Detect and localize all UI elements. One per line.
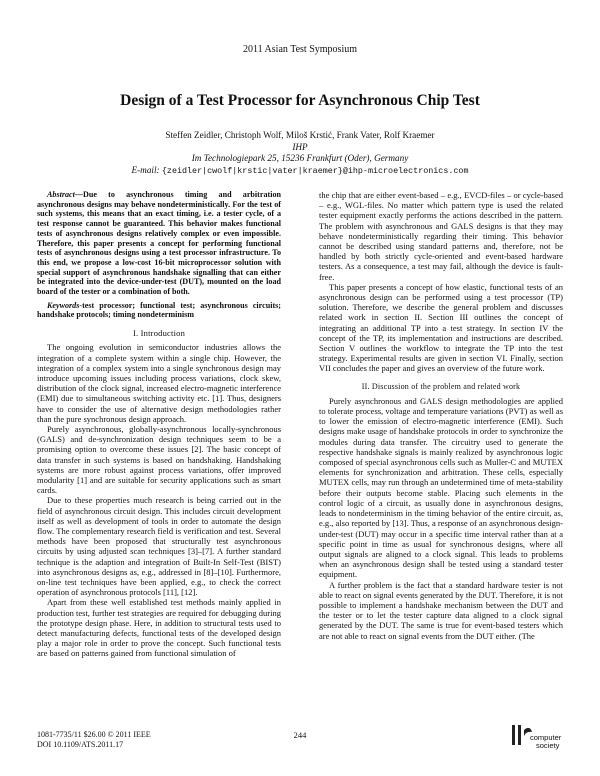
email-address[interactable]: {zeidler|cwolf|krstic|vater|kraemer}@ihp-microelectronics.com <box>161 165 469 176</box>
logo-line-society: society <box>536 741 560 750</box>
section-heading-discussion: II. Discussion of the problem and related work <box>361 381 521 391</box>
left-column <box>37 190 281 659</box>
abstract-text: Due to asynchronous timing and arbitration asynchronous designs may behave nondeterministically. For the test of such systems, this means that an exact timing, i.e. a tester cycle, of a test response cannot be guaranteed. This behavior makes functional tests of asynchronous designs relatively complex or even impossible. Therefore, this paper presents a concept for performing functional tests of asynchronous designs using a test processor infrastructure. To this end, we propose a low-cost 16-bit microprocessor solution with special support of asynchronous handshake signalling that can either be integrated into the device-under-test (DUT), mounted on the load board of the tester or a combination of both. <box>37 190 281 297</box>
paragraph: A further problem is the fact that a standard hardware tester is not able to react on signal events generated by the DUT. Therefore, it is not possible to implement a handshake mechanism between the DUT and the tester or to let the tester capture data aligned to a clock signal generated by the DUT. The same is true for event-based testers which are not able to react on signal events from the DUT either. (The <box>319 579 563 641</box>
abstract-lead: Abstract— <box>47 190 83 199</box>
paper-title: Design of a Test Processor for Asynchronous Chip Test <box>120 92 480 109</box>
email-label: E-mail: <box>131 164 160 175</box>
paragraph: the chip that are either event-based – e.g., EVCD-files – or cycle-based – e.g., WGL-files. No matter which pattern type is used the related tester equipment exactly performs the actions described in the pattern. The problem with asynchronous and GALS designs is that they may behave nondeterministically regarding their timing. This behavior cannot be described using standard patterns and, therefore, not be handled by both strictly cycle-oriented and event-based hardware testers. As a consequence, a test may fail, although the device is fault-free. <box>319 190 563 282</box>
keywords-lead: Keywords- <box>47 300 83 310</box>
paragraph: Due to these properties much research is being carried out in the field of asynchronous circuit design. This includes circuit development itself as well as development of tools in order to automate the design flow. The complementary research field is verification and test. Several methods have been proposed that structurally test asynchronous circuits by using adjusted scan techniques [3]–[7]. A further standard technique is the adaption and integration of Built-In Self-Test (BIST) into asynchronous designs as, e.g., addressed in [8]–[10]. Furthermore, on-line test techniques have been applied, e.g., to check the correct operation of asynchronous protocols [11], [12]. <box>37 495 281 598</box>
paragraph: Purely asynchronous, globally-asynchronous locally-synchronous (GALS) and de-synchronization design techniques seem to be a promising option to overcome these issues [2]. The basic concept of data transfer in such systems is based on handshaking. Handshaking systems are more robust against process variations, offer improved modularity [1] and are suitable for security applications such as smart cards. <box>37 423 281 496</box>
computer-society-logo <box>510 722 570 754</box>
institute: IHP <box>292 141 308 152</box>
page-number: 244 <box>293 730 307 740</box>
email-line <box>40 165 560 178</box>
paragraph: Apart from these well established test methods mainly applied in production test, further test strategies are required for debugging during the prototype design phase. Here, in addition to structural tests used to detect manufacturing defects, functional tests of the developed design play a major role in order to prove the concept. Such functional tests are based on patterns gained from functional simulation of <box>37 597 281 659</box>
issn-line: 1081-7735/11 $26.00 © 2011 IEEE <box>37 730 151 739</box>
keywords <box>37 301 281 320</box>
doi-line[interactable]: DOI 10.1109/ATS.2011.17 <box>37 740 124 749</box>
address: Im Technologiepark 25, 15236 Frankfurt (Oder), Germany <box>191 153 409 164</box>
author-block <box>40 130 560 177</box>
paragraph: This paper presents a concept of how elastic, functional tests of an asynchronous design can be performed using a test processor (TP) solution. Therefore, we describe the general problem and discusses related work in section II. Section III outlines the concept of integrating an additional TP into a test strategy. In section IV the concept of the TP, its implementation and instructions are described. Section V outlines the workflow to integrate the TP into the test strategy. Experimental results are given in section VI. Finally, section VII concludes the paper and gives an overview of the future work. <box>319 281 563 374</box>
logo-line-computer: computer <box>530 733 562 742</box>
conference-header: 2011 Asian Test Symposium <box>242 44 358 55</box>
right-column <box>319 190 563 641</box>
abstract <box>37 190 281 297</box>
section-heading-introduction: I. Introduction <box>132 328 186 339</box>
paragraph: Purely asynchronous and GALS design methodologies are applied to tolerate process, voltage and temperature variations (PVT) as well as to lower the emission of electro-magnetic interference (EMI). Such designs make usage of handshake protocols in order to synchronize the modules during data transfer. The circuitry used to generate the respective handshake signals is mainly realized by asynchronous logic composed of special asynchronous cells such as Muller-C and MUTEX elements for synchronization and arbitration. These cells, especially MUTEX cells, may run through an undetermined time of meta-stability before their outputs become stable. Placing such elements in the control logic of a circuit, as usually done in asynchronous designs, leads to nondeterminism in the timing behavior of the entire circuit, as, e.g., also reported by [13]. Thus, a response of an asynchronous design-under-test (DUT) may occur in a specific time interval rather than at a specific point in time as usual for synchronous designs, where all output signals are aligned to a clock signal. This leads to problems when an asynchronous design shall be tested using a standard tester equipment. <box>319 395 563 580</box>
author-names: Steffen Zeidler, Christoph Wolf, Miloš Krstić, Frank Vater, Rolf Kraemer <box>165 130 435 140</box>
paragraph: The ongoing evolution in semiconductor industries allows the integration of a complete system within a single chip. However, the integration of a complex system into a single synchronous design may introduce upcoming issues including process variations, clock skew, distribution of the clock signal, increased electro-magnetic interference (EMI) due to simultaneous switching activity etc. [1]. Thus, designers have to consider the use of alternative design methodologies rather than the pure synchronous design approach. <box>37 342 281 424</box>
keywords-text: test processor; functional test; asynchronous circuits; handshake protocols; timing nondeterminism <box>37 300 281 320</box>
